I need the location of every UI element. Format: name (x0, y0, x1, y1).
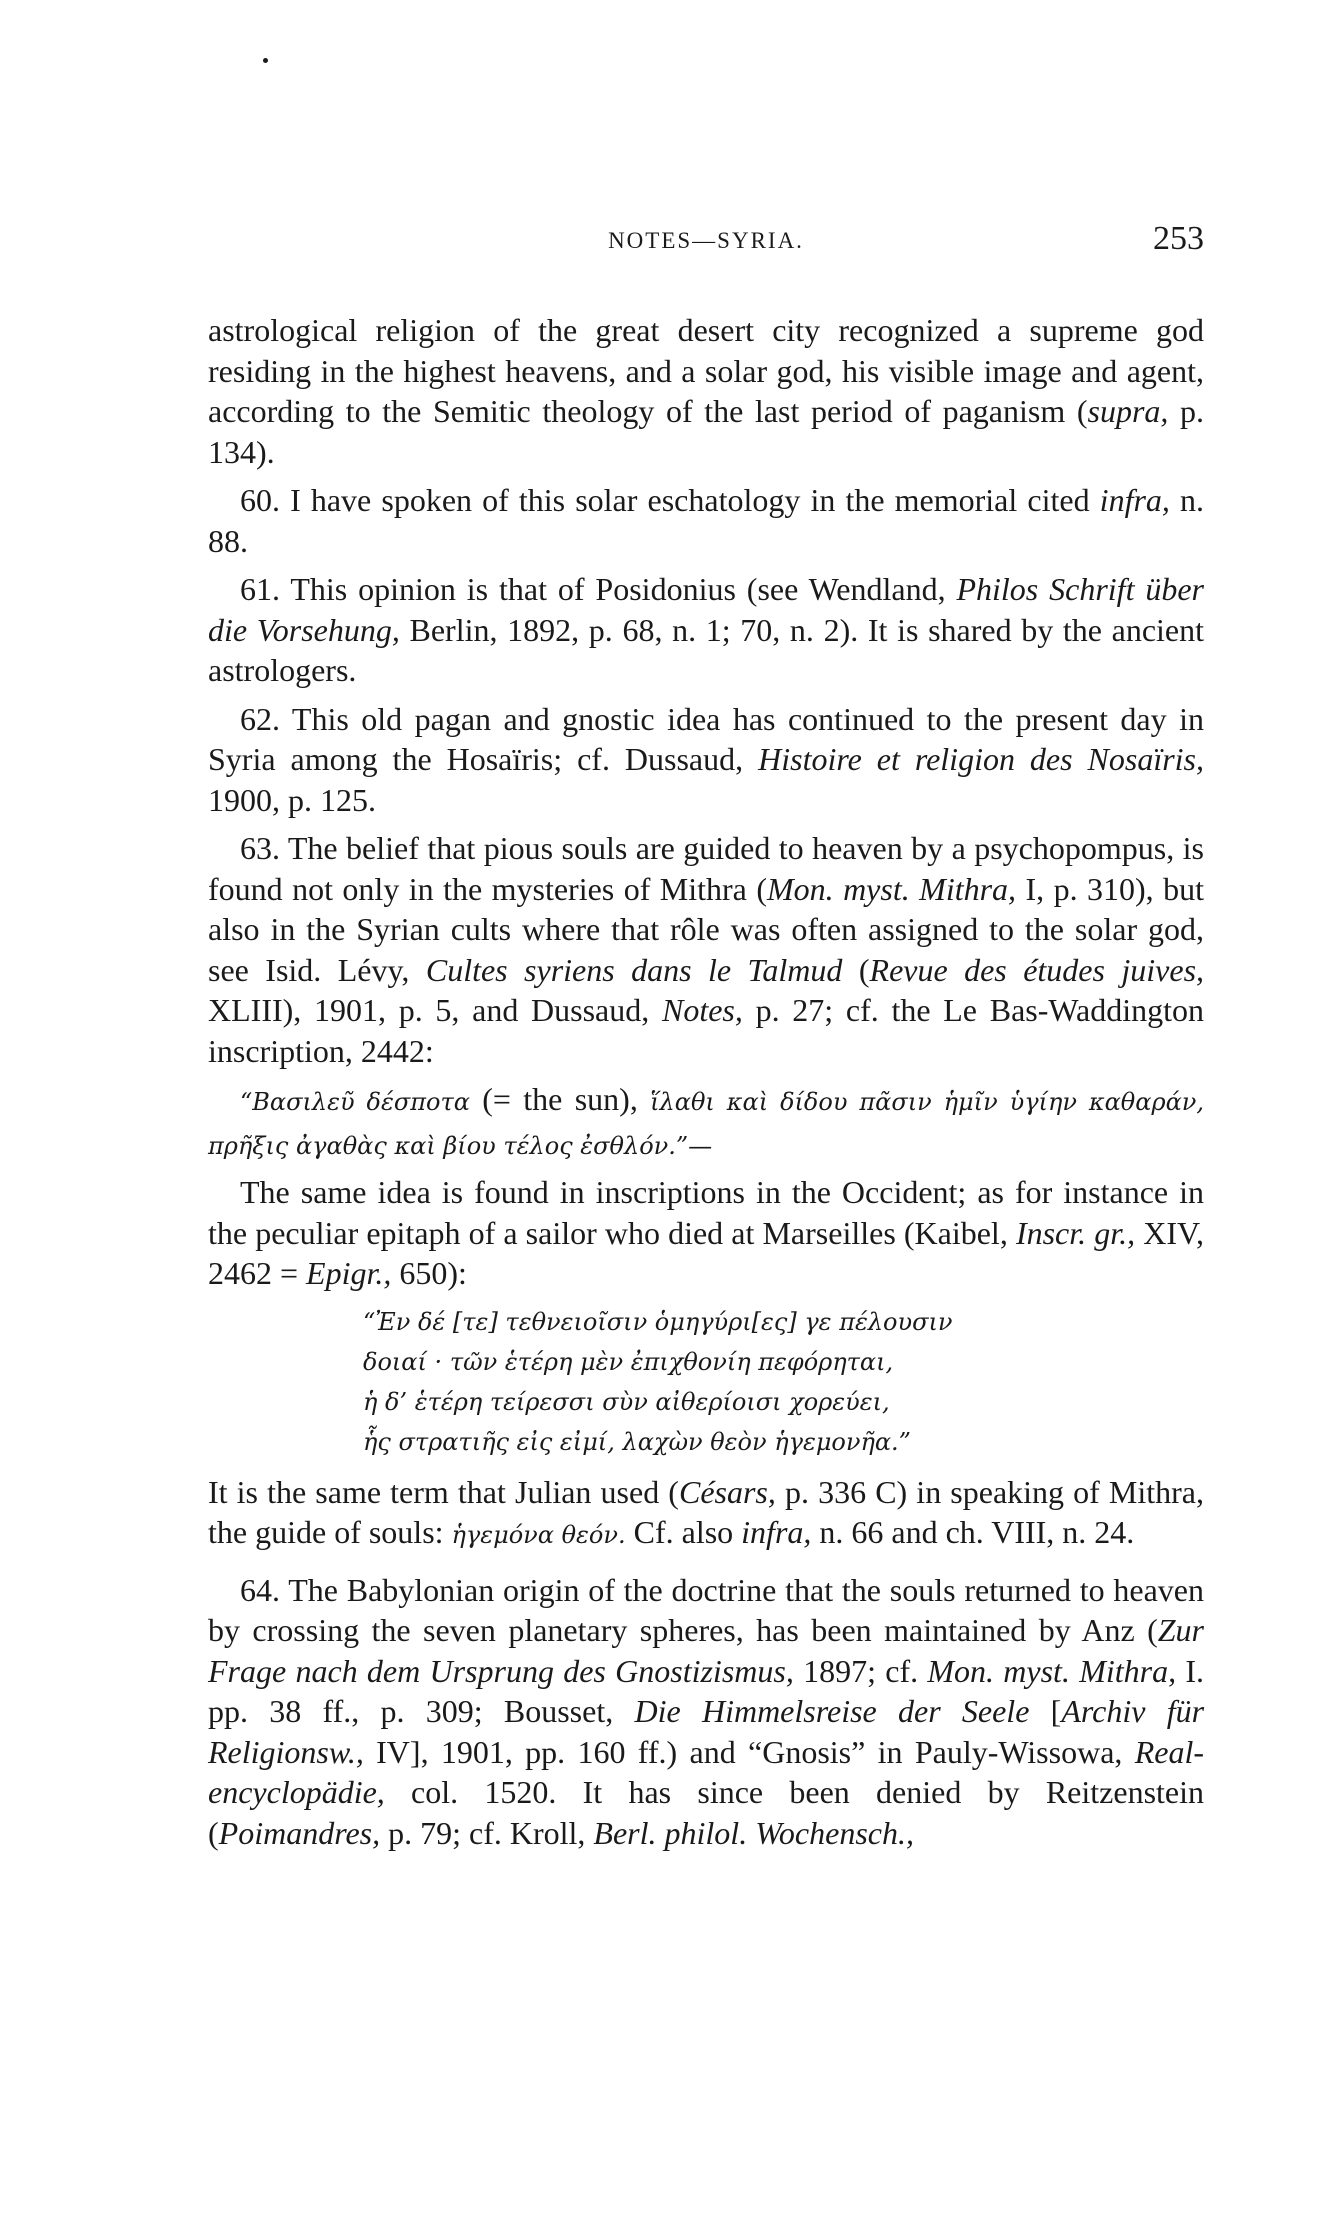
greek-epitaph-verse (208, 1302, 1204, 1462)
note-60 (208, 480, 1204, 561)
page-body (208, 310, 1204, 1861)
text-run: I. pp. 38 ff., p. 309; Bousset, (208, 1652, 1205, 1729)
note-61 (208, 569, 1204, 691)
greek-text: “Βασιλεῦ δέσποτα (240, 1088, 470, 1116)
italic-text: Poimandres, (218, 1814, 381, 1851)
greek-text: ἡγεμόνα θεόν. (451, 1521, 626, 1549)
text-run: IV], 1901, pp. 160 ff.) and “Gnosis” in Pauly-Wissowa, (363, 1733, 1135, 1770)
text-run: Berlin, 1892, p. 68, n. 1; 70, n. 2). It is shared by the ancient astrologers. (208, 611, 1205, 688)
greek-inscription-quote (208, 1079, 1204, 1166)
verse-line: “Ἐν δέ [τε] τεθνειοῖσιν ὁμηγύρι[ες] γε πέλουσιν (363, 1307, 953, 1336)
page-number: 253 (1153, 220, 1204, 257)
text-run: XLIII), 1901, p. 5, and Dussaud, (208, 992, 662, 1028)
italic-text: Real-encyclopädie, (208, 1733, 1204, 1810)
italic-text: Mon. myst. Mithra, (927, 1652, 1177, 1689)
italic-text: Berl. philol. Wochensch., (593, 1814, 914, 1851)
text-run: p. 134). (208, 393, 1204, 470)
italic-text: Césars, (678, 1473, 776, 1510)
text-run: 64. The Babylonian origin of the doctrine that the souls returned to heaven by crossing the seven planetary spheres, has been maintained by Anz ( (208, 1571, 1204, 1648)
italic-text: Cultes syriens dans le Talmud (425, 951, 843, 988)
italic-text: Die Himmelsreise der Seele (634, 1693, 1030, 1729)
text-run: astrological religion of the great desert city recognized a supreme god residing in the highest heavens, and a solar god, his visible image and agent, according to the Semitic theology of the last period of paganism ( (208, 312, 1204, 429)
paragraph-continuation (208, 310, 1204, 472)
italic-text: infra, (1099, 482, 1170, 518)
text-run: n. 66 and ch. VIII, n. 24. (811, 1514, 1135, 1550)
italic-text: Philos Schrift über die Vorsehung, (208, 571, 1204, 648)
italic-text: Notes, (661, 992, 743, 1028)
verse-line: δοιαί · τῶν ἑτέρη μὲν ἐπιχθονίη πεφόρηται, (363, 1347, 894, 1376)
italic-text: infra, (741, 1514, 812, 1550)
text-run: ( (842, 951, 870, 988)
text-run: 1900, p. 125. (208, 781, 376, 818)
text-run: p. 27; cf. the Le Bas-Waddington inscription, 2442: (208, 992, 1204, 1069)
text-run: 650): (391, 1255, 467, 1291)
note-63 (208, 828, 1204, 1071)
verse-line: ἡ δ’ ἑτέρη τείρεσσι σὺν αἰθερίοισι χορεύει, (363, 1387, 890, 1416)
note-63-occident (208, 1172, 1204, 1294)
page-header (208, 222, 1204, 266)
italic-text: supra, (1087, 393, 1169, 429)
text-run: 63. The belief that pious souls are guided to heaven by a psychopompus, is found not only in the mysteries of Mithra ( (208, 830, 1204, 907)
note-64 (208, 1570, 1204, 1854)
text-run: [ (1029, 1693, 1062, 1729)
text-run: 61. This opinion is that of Posidonius (see Wendland, (240, 571, 957, 607)
text-run: The same idea is found in inscriptions in the Occident; as for instance in the peculiar epitaph of a sailor who died at Marseilles (Kaibel, (208, 1174, 1204, 1251)
italic-text: Mon. myst. Mithra, (766, 870, 1017, 907)
text-run: (= the sun), (469, 1081, 651, 1117)
italic-text: Histoire et religion des Nosaïris, (758, 741, 1205, 777)
note-62 (208, 699, 1204, 821)
text-run: col. 1520. It has since been denied by Reitzenstein ( (208, 1774, 1204, 1851)
text-run: 1897; cf. (793, 1652, 928, 1689)
italic-text: Zur Frage nach dem Ursprung des Gnostizismus, (208, 1612, 1204, 1689)
italic-text: Archiv für Religionsw., (208, 1693, 1205, 1770)
italic-text: Inscr. gr., (1015, 1214, 1136, 1251)
text-run: p. 79; cf. Kroll, (380, 1814, 594, 1851)
ink-speck (263, 58, 268, 63)
note-63-julian (208, 1472, 1204, 1556)
verse-line: ἧς στρατιῆς εἰς εἰμί, λαχὼν θεὸν ἡγεμονῆα.” (363, 1427, 911, 1456)
italic-text: Epigr., (306, 1255, 392, 1291)
text-run: I, p. 310), but also in the Syrian cults where that rôle was often assigned to the solar god, see Isid. Lévy, (208, 870, 1204, 988)
text-run: 60. I have spoken of this solar eschatology in the memorial cited (240, 482, 1100, 518)
greek-text: ἵλαθι καὶ δίδου πᾶσιν ἡμῖν ὑγίην καθαράν, πρῆξις ἀγαθὰς καὶ βίου τέλος ἐσθλόν.”— (208, 1088, 1205, 1160)
text-run: It is the same term that Julian used ( (208, 1473, 679, 1510)
text-run: XIV, 2462 = (208, 1214, 1205, 1291)
running-head: NOTES—SYRIA. (608, 228, 804, 253)
text-run: Cf. also (625, 1514, 742, 1550)
text-run: p. 336 C) in speaking of Mithra, the guide of souls: (208, 1473, 1205, 1550)
text-run: 62. This old pagan and gnostic idea has continued to the present day in Syria among the Hosaïris; cf. Dussaud, (208, 700, 1204, 777)
text-run: n. 88. (208, 482, 1205, 559)
italic-text: Revue des études juives, (869, 951, 1205, 988)
